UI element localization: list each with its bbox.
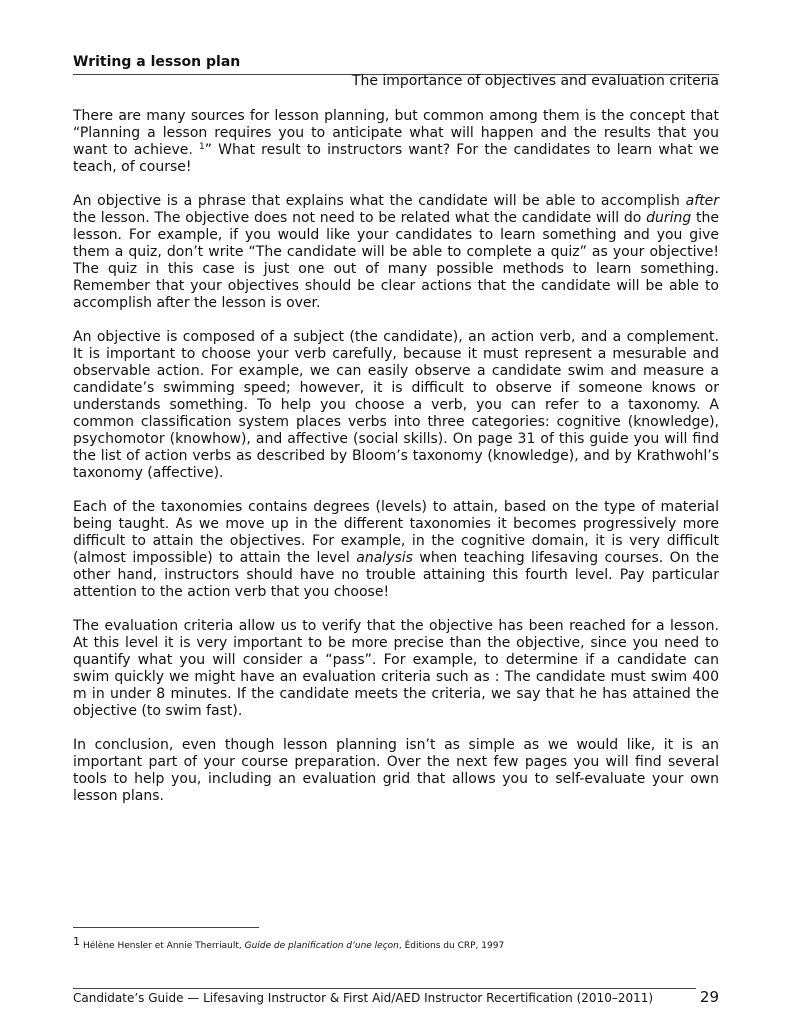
paragraph-evaluation-criteria: The evaluation criteria allow us to verify that the objective has been reached for a lesson. At this level it is very important to be more precise than the objective, since you need to quantify what you will consider a “pass”. For example, to determine if a candidate can swim quickly we might have an evaluation criteria such as : The candidate must swim 400 m in under 8 minutes. If the candidate meets the criteria, we say that he has attained the objective (to swim fast).	[73, 618, 719, 719]
footnote-book-title: Guide de planification d’une leçon	[244, 941, 399, 951]
paragraph-text: Each of the taxonomies contains degrees (levels) to attain, based on the type of material being taught. As we move up in the different taxonomies it becomes progressively more difficult to attain the objectives. For example, in the cognitive domain, it is very difficult (almost impossible) to attain the level	[73, 499, 719, 566]
paragraph-objective-definition	[73, 193, 719, 312]
paragraph-conclusion: In conclusion, even though lesson planning isn’t as simple as we would like, it is an important part of your course preparation. Over the next few pages you will find several tools to help you, including an evaluation grid that allows you to self-evaluate your own lesson plans.	[73, 737, 719, 804]
footnote-text: , Éditions du CRP, 1997	[398, 941, 505, 951]
footnote-text: Hélène Hensler et Annie Therriault,	[83, 941, 245, 951]
section-title: Writing a lesson plan	[73, 54, 241, 70]
footer-text: Candidate’s Guide — Lifesaving Instructor & First Aid/AED Instructor Recertification (2010–2011)	[73, 991, 654, 1005]
page-number: 29	[699, 988, 719, 1006]
footnote-mark: 1	[73, 935, 80, 948]
paragraph-objective-composition: An objective is composed of a subject (the candidate), an action verb, and a complement. It is important to choose your verb carefully, because it must represent a mesurable and observable action. For example, we can easily observe a candidate swim and measure a candidate’s swimming speed; however, it is difficult to observe if someone knows or understands something. To help you choose a verb, you can refer to a taxonomy. A common classification system places verbs into three categories: cognitive (knowledge), psychomotor (knowhow), and affective (social skills). On page 31 of this guide you will find the list of action verbs as described by Bloom’s taxonomy (knowledge), and by Krathwohl’s taxonomy (affective).	[73, 329, 719, 481]
footer-divider	[73, 988, 696, 989]
paragraph-text: the lesson. The objective does not need to be related what the candidate will do	[73, 210, 647, 226]
emphasis-after: after	[685, 193, 719, 209]
body-text	[73, 108, 719, 822]
paragraph-intro	[73, 108, 719, 176]
footnote-reference[interactable]: 1	[199, 142, 205, 152]
footnote-divider	[73, 927, 259, 928]
footnote	[73, 935, 719, 953]
emphasis-analysis: analysis	[356, 550, 413, 566]
paragraph-text: the lesson. For example, if you would like your candidates to learn something and you give them a quiz, don’t write “The candidate will be able to complete a quiz” as your objective! The quiz in this case is just one out of many possible methods to learn something. Remember that your objectives should be clear actions that the candidate will be able to accomplish after the lesson is over.	[73, 210, 719, 311]
paragraph-text: ” What result to instructors want? For the candidates to learn what we teach, of course!	[73, 142, 719, 175]
paragraph-text: An objective is a phrase that explains what the candidate will be able to accomplish	[73, 193, 686, 209]
emphasis-during: during	[646, 210, 692, 226]
paragraph-text: when teaching lifesaving courses. On the other hand, instructors should have no trouble attaining this fourth level. Pay particular attention to the action verb that you choose!	[73, 550, 719, 600]
paragraph-taxonomies	[73, 499, 719, 601]
paragraph-text: There are many sources for lesson planning, but common among them is the concept that “Planning a lesson requires you to anticipate what will happen and the results that you want to achieve.	[73, 108, 719, 158]
section-header	[73, 54, 719, 75]
section-subtitle: The importance of objectives and evaluation criteria	[351, 73, 719, 89]
